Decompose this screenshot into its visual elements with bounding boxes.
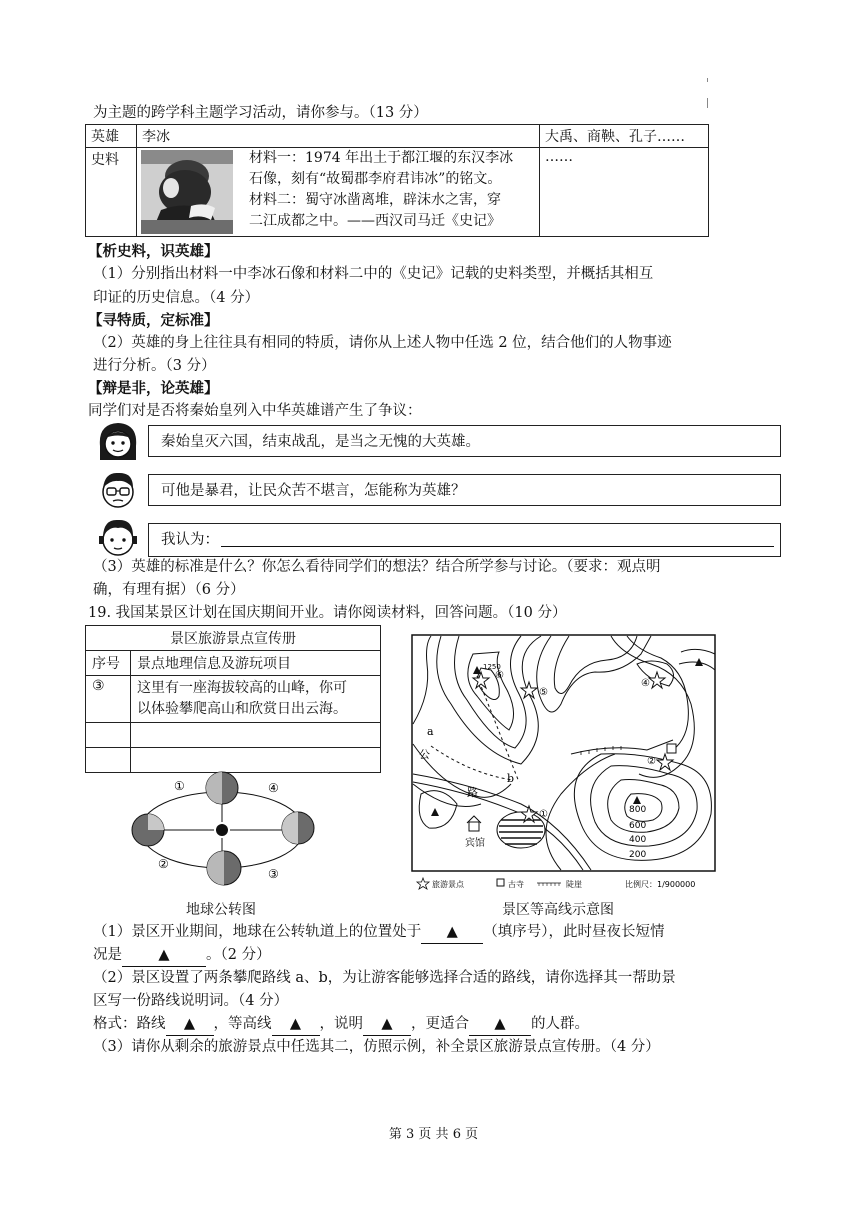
q19-title: 19. 我国某景区计划在国庆期间开业。请你阅读材料，回答问题。（10 分） [88,605,567,621]
q3-text-2: 确，有理有据）（6 分） [93,582,245,598]
promo-row-text: 这里有一座海拔较高的山峰，你可 [137,680,347,696]
format-end-label: 的人群。 [531,1016,589,1032]
answer-blank-position[interactable]: ▲ [421,922,483,944]
q19-1-line1 [93,922,664,944]
scenic-contour-map [411,634,717,894]
material-line: 材料一：1974 年出土于都江堰的东汉李冰 [249,150,514,166]
sun-icon [216,824,228,836]
answer-blank-crowd[interactable]: ▲ [469,1014,531,1036]
q1-text: （1）分别指出材料一中李冰石像和材料二中的《史记》记载的史料类型，并概括其相互 [93,266,654,282]
q19-1-line2 [93,945,271,967]
contour-label-400: 400 [629,835,647,845]
spot-label-6: ⑥ [495,670,504,681]
q19-2-line1: （2）景区设置了两条攀爬路线 a、b，为让游客能够选择合适的路线，请你选择其一帮助景 [93,970,676,986]
earth-globe-left [132,814,164,846]
material-cell [137,148,540,237]
legend-cliff-label: 陡崖 [566,880,582,889]
hero-others: 大禹、商鞅、孔子…… [540,125,709,148]
spot-label-2: ② [647,756,656,767]
spot-label-1: ① [539,809,548,820]
promo-row-num: ③ [86,676,131,723]
earth-orbit-diagram [118,768,334,892]
earth-globe-top [206,772,238,804]
page-footer: 第 3 页 共 6 页 [388,1127,479,1142]
answer-blank-explain[interactable]: ▲ [363,1014,411,1036]
q19-1-text: （1）景区开业期间，地球在公转轨道上的位置处于 [93,924,422,940]
answer-blank-contour[interactable]: ▲ [272,1014,320,1036]
scan-mark [707,98,708,108]
orbit-label-4: ④ [268,781,279,795]
route-a-label: a [427,725,434,738]
format-suit-label: ，更适合 [411,1016,469,1032]
format-explain-label: ，说明 [319,1016,363,1032]
speech-bubble-3 [148,523,781,557]
spot-label-5: ⑤ [539,687,548,698]
earth-globe-bottom [207,851,241,885]
orbit-label-2: ② [158,857,169,871]
format-contour-label: ，等高线 [213,1016,272,1032]
q19-1-text-3: 况是 [93,947,122,963]
promo-row-text: 以体验攀爬高山和欣赏日出云海。 [137,701,347,717]
contour-label-200: 200 [629,850,647,860]
legend-temple-label: 古寺 [508,880,524,889]
speech-bubble-2: 可他是暴君，让民众苦不堪言，怎能称为英雄？ [148,474,781,506]
orbit-caption: 地球公转图 [186,902,256,918]
q1-text-2: 印证的历史信息。（4 分） [93,290,260,306]
contour-label-800: 800 [629,805,647,815]
speech-bubble-1: 秦始皇灭六国，结束战乱，是当之无愧的大英雄。 [148,425,781,457]
section2-heading: 【寻特质，定标准】 [88,312,219,329]
answer-blank-daylength[interactable]: ▲ [122,945,206,967]
hotel-label: 宾馆 [465,838,485,849]
road-label-2: 路 [467,786,478,799]
q19-2-format [93,1014,589,1036]
section1-heading: 【析史料，识英雄】 [88,243,219,260]
student-boy-glasses-avatar [96,468,140,512]
material-label: 史料 [86,148,137,237]
promo-col-num: 序号 [86,651,131,676]
hero-table [85,124,709,237]
q19-1-text-2: （填序号），此时昼夜长短情 [483,924,665,940]
q3-text: （3）英雄的标准是什么？你怎么看待同学们的想法？结合所学参与讨论。（要求：观点明 [93,559,661,575]
road-label-1: 公 [419,748,430,761]
promo-header: 景区旅游景点宣传册 [86,626,381,651]
map-legend [417,878,695,889]
q19-2-line2: 区写一份路线说明词。（4 分） [93,993,289,1009]
lake-icon [497,812,545,848]
earth-globe-right [282,812,314,844]
debate-lead: 同学们对是否将秦始皇列入中华英雄谱产生了争议： [88,403,422,419]
route-b-label: b [507,772,515,785]
q2-text: （2）英雄的身上往往具有相同的特质，请你从上述人物中任选 2 位，结合他们的人物事迹 [93,335,672,351]
q2-text-2: 进行分析。（3 分） [93,358,216,374]
answer-blank-route[interactable]: ▲ [166,1014,214,1036]
peak-elevation-label: 1250 [483,663,501,671]
promo-empty-cell[interactable] [131,723,381,748]
scan-mark [707,78,708,82]
map-caption: 景区等高线示意图 [502,902,614,918]
temple-icon [667,744,676,753]
student-boy-avatar [96,516,140,560]
q19-3-line1: （3）请你从剩余的旅游景点中任选其二，仿照示例，补全景区旅游景点宣传册。（4 分） [93,1039,660,1055]
material-line: 二江成都之中。——西汉司马迁《史记》 [249,213,501,229]
contour-label-600: 600 [629,821,647,831]
material-line: 石像，刻有“故蜀郡李府君讳冰”的铭文。 [249,171,502,187]
material-line: 材料二：蜀守冰凿离堆，辟沫水之害，穿 [249,192,501,208]
li-bing-statue-photo [141,150,233,234]
legend-temple-icon [497,879,504,886]
promo-empty-cell[interactable] [86,723,131,748]
hero-name: 李冰 [137,125,540,148]
spot-label-4: ④ [641,678,650,689]
promo-table [85,625,381,773]
promo-row-info [131,676,381,723]
hero-label: 英雄 [86,125,137,148]
format-route-label: 格式：路线 [93,1016,166,1032]
material-others: …… [540,148,709,237]
my-opinion-label: 我认为： [161,532,219,548]
opinion-answer-line[interactable] [221,546,774,547]
legend-spot-label: 旅游景点 [432,880,464,889]
section3-heading: 【辩是非，论英雄】 [88,380,219,397]
orbit-label-3: ③ [268,867,279,881]
promo-col-info: 景点地理信息及游玩项目 [131,651,381,676]
q19-1-text-4: 。（2 分） [206,947,271,963]
intro-line: 为主题的跨学科主题学习活动，请你参与。（13 分） [93,105,428,121]
legend-star-icon [417,878,429,889]
student-girl-avatar [96,420,140,464]
legend-scale-label: 比例尺：1/900000 [625,880,696,889]
orbit-label-1: ① [174,779,185,793]
